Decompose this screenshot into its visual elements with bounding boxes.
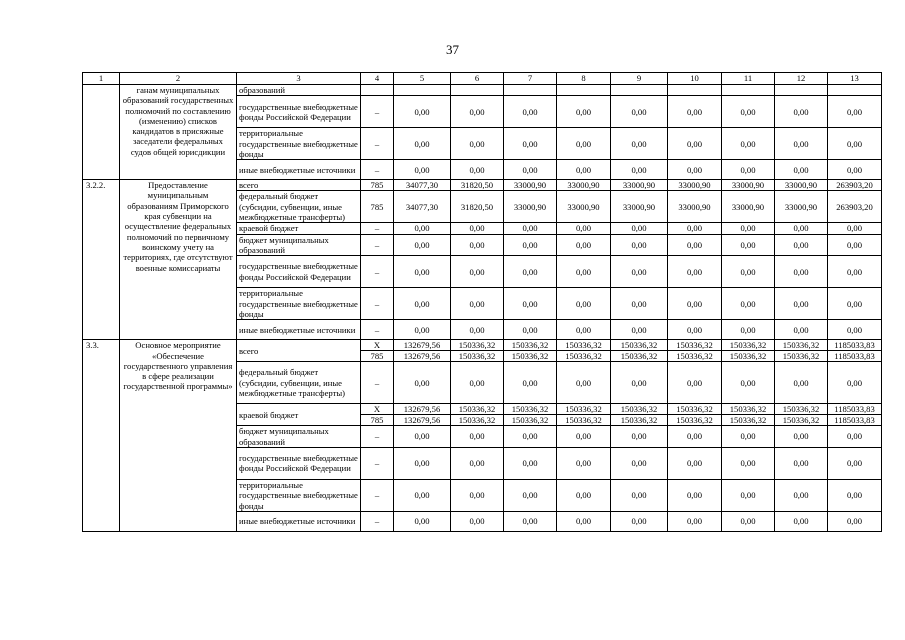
value-cell: 0,00 xyxy=(611,447,668,479)
value-cell: 0,00 xyxy=(504,256,557,288)
value-cell xyxy=(557,404,611,426)
funding-source: государственные внебюджетные фонды Российской Федерации xyxy=(237,447,361,479)
value-cell: 0,00 xyxy=(722,256,775,288)
funding-source: всего xyxy=(237,340,361,362)
value-cell: 0,00 xyxy=(828,288,882,320)
value-x: 150336,32 xyxy=(676,404,713,415)
value-x: 150336,32 xyxy=(782,340,820,351)
value-cell: 0,00 xyxy=(557,223,611,234)
value-cell: 0,00 xyxy=(504,160,557,180)
value-cell: 0,00 xyxy=(828,223,882,234)
value-cell: 0,00 xyxy=(828,128,882,160)
column-number-row xyxy=(83,73,882,85)
value-cell: 34077,30 xyxy=(394,191,451,223)
value-cell: 0,00 xyxy=(451,320,504,340)
budget-code: – xyxy=(361,223,394,234)
value-cell: 0,00 xyxy=(722,234,775,256)
funding-source: федеральный бюджет (субсидии, субвенции, иные межбюджетные трансферты) xyxy=(237,362,361,404)
table-row xyxy=(83,180,882,191)
value-x: 150336,32 xyxy=(458,340,496,351)
value-cell: 0,00 xyxy=(668,447,722,479)
funding-source: образований xyxy=(237,85,361,96)
value-x: 132679,56 xyxy=(403,340,441,351)
value-cell: 0,00 xyxy=(668,511,722,531)
value-cell: 0,00 xyxy=(451,288,504,320)
value-785: 150336,32 xyxy=(557,350,611,361)
value-cell: 0,00 xyxy=(611,320,668,340)
funding-source: краевой бюджет xyxy=(237,404,361,426)
value-x: 1185033,83 xyxy=(834,340,875,351)
value-cell xyxy=(722,404,775,426)
value-785: 150336,32 xyxy=(504,350,557,361)
value-cell: 263903,20 xyxy=(828,191,882,223)
value-cell: 0,00 xyxy=(775,320,828,340)
value-cell: 0,00 xyxy=(394,288,451,320)
value-cell: 0,00 xyxy=(668,320,722,340)
value-cell: 0,00 xyxy=(722,362,775,404)
budget-code-x: X xyxy=(373,340,381,351)
value-cell xyxy=(451,404,504,426)
value-cell: 33000,90 xyxy=(611,191,668,223)
value-cell: 0,00 xyxy=(828,96,882,128)
value-cell xyxy=(668,404,722,426)
value-cell xyxy=(722,340,775,362)
value-785: 132679,56 xyxy=(394,414,451,425)
value-cell: 0,00 xyxy=(611,426,668,448)
value-cell: 0,00 xyxy=(557,362,611,404)
budget-code: – xyxy=(361,479,394,511)
value-cell: 33000,90 xyxy=(557,180,611,191)
funding-source: территориальные государственные внебюджетные фонды xyxy=(237,128,361,160)
value-x: 150336,32 xyxy=(620,404,658,415)
funding-source: иные внебюджетные источники xyxy=(237,160,361,180)
value-x: 1185033,83 xyxy=(834,404,875,415)
value-x: 150336,32 xyxy=(620,340,658,351)
value-cell: 0,00 xyxy=(504,362,557,404)
value-cell: 0,00 xyxy=(828,160,882,180)
value-cell: 0,00 xyxy=(668,96,722,128)
value-cell: 0,00 xyxy=(394,426,451,448)
value-cell: 0,00 xyxy=(722,320,775,340)
funding-source: иные внебюджетные источники xyxy=(237,511,361,531)
value-cell xyxy=(828,404,882,426)
budget-code: – xyxy=(361,256,394,288)
value-cell: 0,00 xyxy=(668,234,722,256)
value-cell xyxy=(557,85,611,96)
value-cell: 0,00 xyxy=(611,288,668,320)
value-cell: 0,00 xyxy=(451,234,504,256)
value-cell: 0,00 xyxy=(504,511,557,531)
funding-source: всего xyxy=(237,180,361,191)
value-cell: 0,00 xyxy=(828,426,882,448)
value-cell xyxy=(828,340,882,362)
value-cell: 0,00 xyxy=(611,160,668,180)
column-header: 6 xyxy=(451,73,504,85)
value-cell xyxy=(504,85,557,96)
value-cell: 0,00 xyxy=(451,447,504,479)
value-cell: 0,00 xyxy=(504,479,557,511)
value-cell: 0,00 xyxy=(557,256,611,288)
value-cell: 0,00 xyxy=(557,447,611,479)
value-cell: 31820,50 xyxy=(451,180,504,191)
value-cell: 0,00 xyxy=(828,479,882,511)
value-cell: 0,00 xyxy=(828,447,882,479)
budget-code: 785 xyxy=(361,191,394,223)
budget-code: – xyxy=(361,447,394,479)
value-x: 132679,56 xyxy=(403,404,441,415)
value-x: 150336,32 xyxy=(729,404,767,415)
value-cell: 33000,90 xyxy=(611,180,668,191)
column-header: 3 xyxy=(237,73,361,85)
value-cell xyxy=(504,340,557,362)
value-cell: 33000,90 xyxy=(557,191,611,223)
value-cell: 0,00 xyxy=(451,479,504,511)
value-cell: 0,00 xyxy=(611,96,668,128)
value-cell: 0,00 xyxy=(668,288,722,320)
value-cell xyxy=(775,404,828,426)
budget-code-x: X xyxy=(373,404,381,415)
value-cell: 0,00 xyxy=(451,362,504,404)
budget-code: – xyxy=(361,128,394,160)
column-header: 10 xyxy=(668,73,722,85)
value-cell: 0,00 xyxy=(557,234,611,256)
value-cell: 0,00 xyxy=(504,320,557,340)
funding-source: иные внебюджетные источники xyxy=(237,320,361,340)
funding-source: бюджет муниципальных образований xyxy=(237,234,361,256)
value-cell: 0,00 xyxy=(394,511,451,531)
value-cell: 0,00 xyxy=(775,160,828,180)
value-cell: 0,00 xyxy=(722,511,775,531)
value-cell xyxy=(451,340,504,362)
value-785: 150336,32 xyxy=(611,414,668,425)
value-cell: 33000,90 xyxy=(668,191,722,223)
value-cell: 263903,20 xyxy=(828,180,882,191)
value-cell: 0,00 xyxy=(451,223,504,234)
value-cell: 0,00 xyxy=(504,426,557,448)
value-cell: 0,00 xyxy=(504,234,557,256)
value-cell: 0,00 xyxy=(394,362,451,404)
value-cell: 0,00 xyxy=(668,160,722,180)
value-cell xyxy=(668,340,722,362)
value-cell: 0,00 xyxy=(775,256,828,288)
value-cell: 0,00 xyxy=(828,511,882,531)
value-cell: 0,00 xyxy=(394,223,451,234)
value-cell: 0,00 xyxy=(394,234,451,256)
value-cell: 0,00 xyxy=(668,479,722,511)
value-cell: 0,00 xyxy=(504,128,557,160)
table-body xyxy=(83,73,882,532)
value-cell: 0,00 xyxy=(394,160,451,180)
column-header: 4 xyxy=(361,73,394,85)
section-number: 3.2.2. xyxy=(83,180,120,340)
budget-code: 785 xyxy=(361,180,394,191)
budget-code xyxy=(361,404,394,426)
value-cell: 0,00 xyxy=(722,223,775,234)
value-cell: 33000,90 xyxy=(504,191,557,223)
value-cell: 0,00 xyxy=(504,288,557,320)
activity-name: Предоставление муниципальным образованиям Приморского края субвенции на осуществление федеральных полномочий по первичному воинскому учету на территориях, где отсутствуют военные комиссариаты xyxy=(120,180,237,340)
budget-code: – xyxy=(361,362,394,404)
value-cell: 0,00 xyxy=(775,128,828,160)
page-number: 37 xyxy=(446,42,459,57)
value-cell: 0,00 xyxy=(828,256,882,288)
value-cell: 0,00 xyxy=(557,128,611,160)
value-cell: 0,00 xyxy=(722,160,775,180)
value-cell: 0,00 xyxy=(394,96,451,128)
value-cell: 0,00 xyxy=(775,234,828,256)
table-row xyxy=(83,85,882,96)
value-cell xyxy=(394,85,451,96)
value-cell xyxy=(775,340,828,362)
value-cell xyxy=(557,340,611,362)
value-cell: 0,00 xyxy=(557,160,611,180)
value-cell: 0,00 xyxy=(775,96,828,128)
value-cell xyxy=(611,404,668,426)
value-cell: 0,00 xyxy=(504,447,557,479)
value-cell: 0,00 xyxy=(394,256,451,288)
activity-name: Основное мероприятие «Обеспечение государственного управления в сфере реализации государственной программы» xyxy=(120,340,237,532)
value-785: 150336,32 xyxy=(451,350,504,361)
value-cell: 0,00 xyxy=(451,128,504,160)
budget-code-785: 785 xyxy=(361,350,394,361)
value-cell: 0,00 xyxy=(394,479,451,511)
funding-source: территориальные государственные внебюджетные фонды xyxy=(237,288,361,320)
value-785: 150336,32 xyxy=(611,350,668,361)
value-cell xyxy=(451,85,504,96)
value-cell: 0,00 xyxy=(668,256,722,288)
value-cell: 0,00 xyxy=(775,223,828,234)
value-cell: 0,00 xyxy=(611,223,668,234)
value-cell: 0,00 xyxy=(722,447,775,479)
value-x: 150336,32 xyxy=(458,404,496,415)
budget-code: – xyxy=(361,511,394,531)
value-cell: 0,00 xyxy=(611,234,668,256)
budget-code: – xyxy=(361,288,394,320)
budget-code: – xyxy=(361,426,394,448)
value-cell: 0,00 xyxy=(611,511,668,531)
value-cell xyxy=(775,85,828,96)
activity-name: ганам муниципальных образований государственных полномочий по составлению (изменению) списков кандидатов в присяжные заседатели федеральных судов общей юрисдикции xyxy=(120,85,237,180)
column-header: 9 xyxy=(611,73,668,85)
value-cell xyxy=(722,85,775,96)
budget-code: – xyxy=(361,160,394,180)
value-785: 150336,32 xyxy=(668,350,722,361)
value-cell: 0,00 xyxy=(828,320,882,340)
value-cell: 0,00 xyxy=(557,96,611,128)
value-cell: 33000,90 xyxy=(775,180,828,191)
value-cell: 0,00 xyxy=(722,96,775,128)
value-cell: 0,00 xyxy=(557,511,611,531)
value-785: 150336,32 xyxy=(451,414,504,425)
value-cell: 0,00 xyxy=(668,128,722,160)
value-x: 150336,32 xyxy=(782,404,820,415)
funding-source: бюджет муниципальных образований xyxy=(237,426,361,448)
budget-code: – xyxy=(361,320,394,340)
value-cell: 0,00 xyxy=(394,320,451,340)
value-cell: 0,00 xyxy=(775,479,828,511)
value-cell: 0,00 xyxy=(451,511,504,531)
value-x: 150336,32 xyxy=(676,340,713,351)
value-cell: 0,00 xyxy=(722,479,775,511)
value-x: 150336,32 xyxy=(511,404,549,415)
value-cell: 0,00 xyxy=(451,256,504,288)
value-cell: 0,00 xyxy=(828,234,882,256)
value-cell: 31820,50 xyxy=(451,191,504,223)
value-cell: 0,00 xyxy=(557,426,611,448)
value-cell: 0,00 xyxy=(775,288,828,320)
value-cell: 33000,90 xyxy=(722,180,775,191)
value-cell: 0,00 xyxy=(557,320,611,340)
value-cell: 33000,90 xyxy=(775,191,828,223)
value-785: 150336,32 xyxy=(504,414,557,425)
value-785: 150336,32 xyxy=(557,414,611,425)
value-x: 150336,32 xyxy=(565,404,602,415)
value-785: 1185033,83 xyxy=(828,414,882,425)
value-785: 150336,32 xyxy=(775,350,828,361)
value-cell: 0,00 xyxy=(451,426,504,448)
value-cell: 33000,90 xyxy=(668,180,722,191)
section-number xyxy=(83,85,120,180)
value-cell: 0,00 xyxy=(611,479,668,511)
value-cell xyxy=(828,85,882,96)
funding-source: государственные внебюджетные фонды Российской Федерации xyxy=(237,96,361,128)
value-cell: 0,00 xyxy=(451,96,504,128)
value-cell: 0,00 xyxy=(557,288,611,320)
value-785: 1185033,83 xyxy=(828,350,882,361)
value-cell: 0,00 xyxy=(828,362,882,404)
value-cell: 0,00 xyxy=(722,288,775,320)
value-cell: 0,00 xyxy=(504,223,557,234)
funding-source: краевой бюджет xyxy=(237,223,361,234)
value-cell: 0,00 xyxy=(668,223,722,234)
value-cell xyxy=(504,404,557,426)
value-cell: 0,00 xyxy=(394,447,451,479)
column-header: 1 xyxy=(83,73,120,85)
column-header: 2 xyxy=(120,73,237,85)
value-785: 132679,56 xyxy=(394,350,451,361)
value-cell: 0,00 xyxy=(504,96,557,128)
value-785: 150336,32 xyxy=(722,414,775,425)
value-cell: 0,00 xyxy=(722,128,775,160)
funding-source: территориальные государственные внебюджетные фонды xyxy=(237,479,361,511)
value-cell: 0,00 xyxy=(775,511,828,531)
funding-source: государственные внебюджетные фонды Российской Федерации xyxy=(237,256,361,288)
column-header: 12 xyxy=(775,73,828,85)
value-cell: 0,00 xyxy=(451,160,504,180)
value-cell: 0,00 xyxy=(668,362,722,404)
value-cell: 33000,90 xyxy=(504,180,557,191)
budget-code-785: 785 xyxy=(361,414,394,425)
value-cell: 0,00 xyxy=(557,479,611,511)
value-x: 150336,32 xyxy=(565,340,602,351)
value-cell: 0,00 xyxy=(775,447,828,479)
value-cell: 0,00 xyxy=(668,426,722,448)
column-header: 11 xyxy=(722,73,775,85)
value-cell: 33000,90 xyxy=(722,191,775,223)
column-header: 7 xyxy=(504,73,557,85)
funding-source: федеральный бюджет (субсидии, субвенции, иные межбюджетные трансферты) xyxy=(237,191,361,223)
value-cell: 0,00 xyxy=(775,426,828,448)
value-cell xyxy=(394,404,451,426)
value-cell: 0,00 xyxy=(722,426,775,448)
column-header: 13 xyxy=(828,73,882,85)
value-785: 150336,32 xyxy=(722,350,775,361)
table-row xyxy=(83,340,882,362)
value-cell: 0,00 xyxy=(611,256,668,288)
column-header: 5 xyxy=(394,73,451,85)
budget-code xyxy=(361,340,394,362)
value-cell: 0,00 xyxy=(775,362,828,404)
value-cell xyxy=(668,85,722,96)
value-cell xyxy=(611,85,668,96)
value-cell: 34077,30 xyxy=(394,180,451,191)
budget-code: – xyxy=(361,96,394,128)
value-cell: 0,00 xyxy=(611,128,668,160)
budget-table xyxy=(82,72,882,532)
value-cell xyxy=(611,340,668,362)
column-header: 8 xyxy=(557,73,611,85)
value-cell: 0,00 xyxy=(611,362,668,404)
value-785: 150336,32 xyxy=(668,414,722,425)
value-785: 150336,32 xyxy=(775,414,828,425)
section-number: 3.3. xyxy=(83,340,120,532)
value-cell: 0,00 xyxy=(394,128,451,160)
value-x: 150336,32 xyxy=(729,340,767,351)
value-cell xyxy=(394,340,451,362)
budget-code: – xyxy=(361,234,394,256)
value-x: 150336,32 xyxy=(511,340,549,351)
budget-code xyxy=(361,85,394,96)
